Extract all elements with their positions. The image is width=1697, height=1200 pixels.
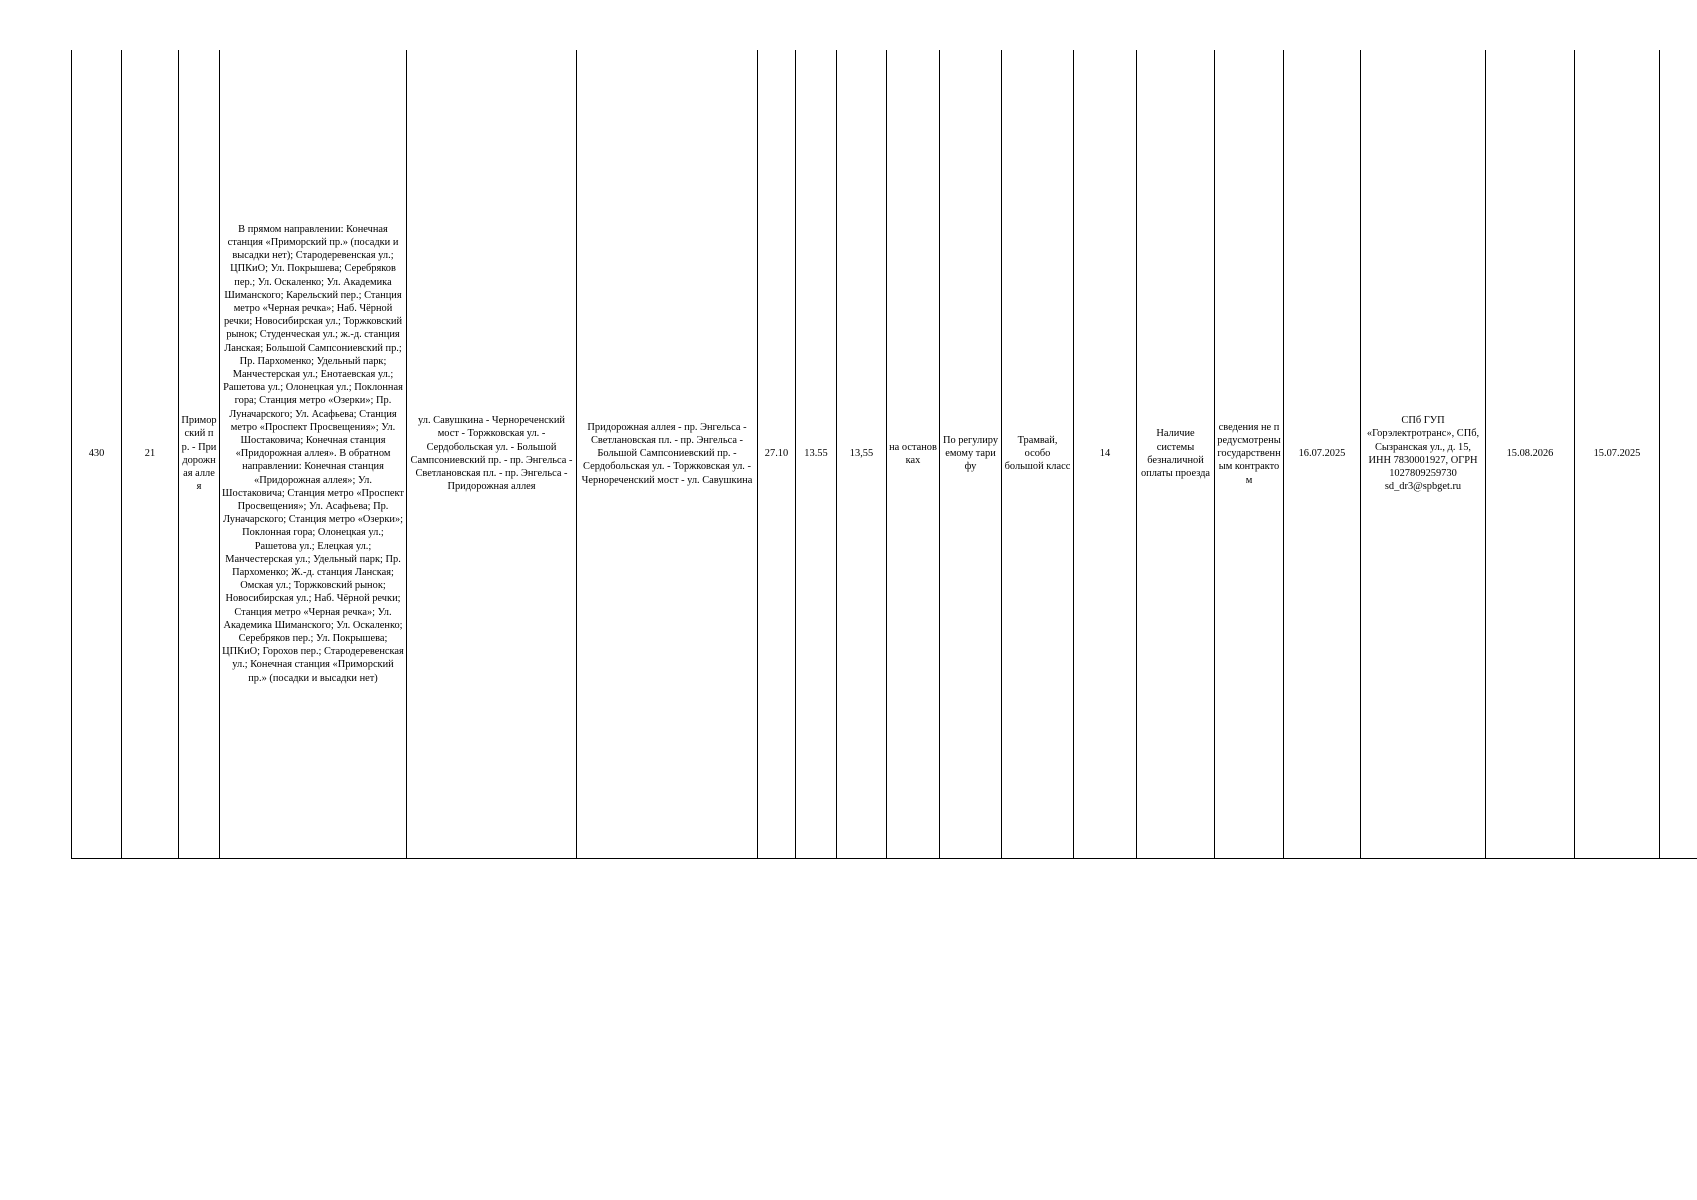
contract-cell: сведения не предусмотрены государственным контрактом bbox=[1215, 50, 1284, 858]
tariff-cell: По регулируемому тарифу bbox=[940, 50, 1002, 858]
payment-cell: Наличие системы безналичной оплаты проезда bbox=[1137, 50, 1215, 858]
route-number-cell: 21 bbox=[122, 50, 179, 858]
registry-number-cell: 430 bbox=[72, 50, 122, 858]
length-forward-cell: 13.55 bbox=[796, 50, 837, 858]
length-total-cell: 27.10 bbox=[758, 50, 796, 858]
extra-cell bbox=[1660, 50, 1697, 858]
carrier-cell: СПб ГУП «Горэлектротранс», СПб, Сызранская ул., д. 15, ИНН 7830001927, ОГРН 1027809259730 sd_dr3@spbget.ru bbox=[1361, 50, 1486, 858]
end-date-cell: 15.08.2026 bbox=[1486, 50, 1575, 858]
stops-cell: В прямом направлении: Конечная станция «Приморский пр.» (посадки и высадки нет); Стародеревенская ул.; ЦПКиО; Ул. Покрышева; Серебряков пер.; Ул. Оскаленко; Ул. Академика Шиманского; Карельский пер.; Станция метро «Черная речка»; Наб. Чёрной речки; Новосибирская ул.; Торжковский рынок; Студенческая ул.; ж.-д. станция Ланская; Большой Сампсониевский пр.; Пр. Пархоменко; Удельный парк; Манчестерская ул.; Енотаевская ул.; Рашетова ул.; Олонецкая ул.; Поклонная гора; Станция метро «Озерки»; Пр. Луначарского; Ул. Асафьева; Станция метро «Проспект Просвещения»; Ул. Шостаковича; Конечная станция «Придорожная аллея». В обратном направлении: Конечная станция «Придорожная аллея»; Ул. Шостаковича; Станция метро «Проспект Просвещения»; Ул. Асафьева; Пр. Луначарского; Станция метро «Озерки»; Поклонная гора; Олонецкая ул.; Рашетова ул.; Елецкая ул.; Манчестерская ул.; Удельный парк; Пр. Пархоменко; Ж.-д. станция Ланская; Омская ул.; Торжковский рынок; Новосибирская ул.; Наб. Чёрной речки; Станция метро «Черная речка»; Ул. Академика Шиманского; Ул. Оскаленко; Серебряков пер.; Ул. Покрышева; ЦПКиО; Горохов пер.; Стародеревенская ул.; Конечная станция «Приморский пр.» (посадки и высадки нет) bbox=[220, 50, 407, 858]
length-backward-cell: 13,55 bbox=[837, 50, 887, 858]
route-name-cell: Приморский пр. - Придорожная аллея bbox=[179, 50, 220, 858]
change-date-cell: 15.07.2025 bbox=[1575, 50, 1660, 858]
streets-forward-cell: ул. Савушкина - Чернореченский мост - Торжковская ул. - Сердобольская ул. - Большой Сампсониевский пр. - пр. Энгельса - Светлановская пл. - пр. Энгельса - Придорожная аллея bbox=[407, 50, 577, 858]
vehicle-cell: Трамвай, особо большой класс bbox=[1002, 50, 1074, 858]
route-registry-table bbox=[71, 50, 1697, 859]
streets-backward-cell: Придорожная аллея - пр. Энгельса - Светлановская пл. - пр. Энгельса - Большой Сампсониевский пр. - Сердобольская ул. - Торжковская ул. - Чернореченский мост - ул. Савушкина bbox=[577, 50, 758, 858]
start-date-cell: 16.07.2025 bbox=[1284, 50, 1361, 858]
stop-order-cell: на остановках bbox=[887, 50, 940, 858]
table-row bbox=[72, 50, 1697, 858]
vehicle-count-cell: 14 bbox=[1074, 50, 1137, 858]
